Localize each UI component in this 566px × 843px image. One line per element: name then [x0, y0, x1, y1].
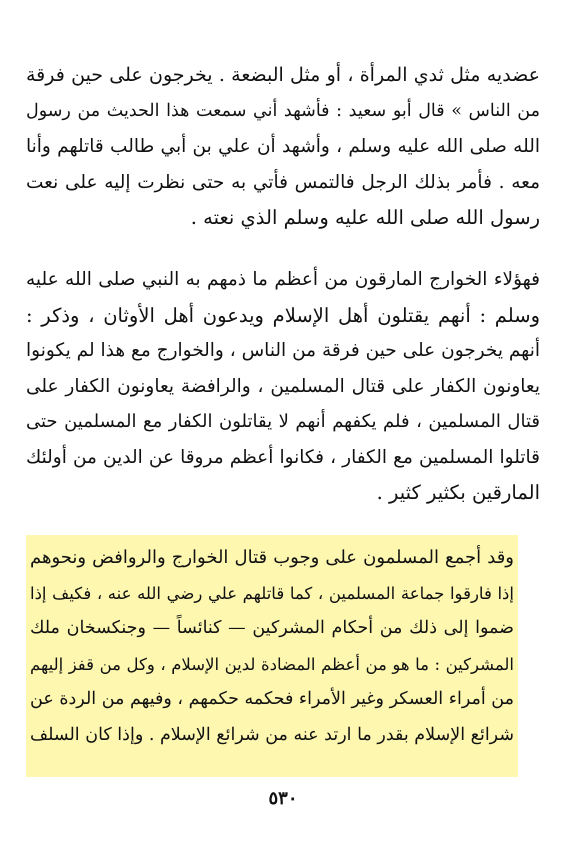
text-line: قاتلوا المسلمين مع الكفار ، فكانوا أعظم مروقا عن الدين من أولئك — [26, 446, 540, 468]
text-line: المارقين بكثير كثير . — [376, 481, 540, 504]
text-line: وسلم : أنهم يقتلون أهل الإسلام ويدعون أهل الأوثان ، وذكر : — [26, 303, 540, 327]
text-line: قتال المسلمين ، فلم يكفهم أنهم لا يقاتلون الكفار مع المسلمين حتى — [26, 411, 540, 432]
paragraph-3-highlighted — [30, 540, 514, 753]
text-line: ضموا إلى ذلك من أحكام المشركين — كنائساً — وجنكسخان ملك — [30, 618, 514, 638]
page-number: ٥٣٠ — [268, 788, 298, 809]
text-line: شرائع الإسلام بقدر ما ارتد عنه من شرائع الإسلام . وإذا كان السلف — [30, 724, 514, 745]
text-line: من الناس » قال أبو سعيد : فأشهد أني سمعت هذا الحديث من رسول — [26, 100, 540, 121]
text-line: يعاونون الكفار على قتال المسلمين ، والرافضة يعاونون الكفار على — [26, 375, 540, 397]
text-line: الله صلى الله عليه وسلم ، وأشهد أن علي بن أبي طالب قاتلهم وأنا — [26, 136, 540, 157]
text-line: فهؤلاء الخوارج المارقون من أعظم ما ذمهم به النبي صلى الله عليه — [26, 269, 540, 290]
paragraph-1 — [26, 58, 540, 236]
text-line: رسول الله صلى الله عليه وسلم الذي نعته . — [190, 206, 540, 229]
text-line: من أمراء العسكر وغير الأمراء فحكمه حكمهم ، وفيهم من الردة عن — [30, 689, 514, 709]
text-line: أنهم يخرجون على حين فرقة من الناس ، والخوارج مع هذا لم يكونوا — [26, 340, 540, 361]
text-line: عضديه مثل ثدي المرأة ، أو مثل البضعة . يخرجون على حين فرقة — [26, 64, 540, 86]
text-line: وقد أجمع المسلمون على وجوب قتال الخوارج والروافض ونحوهم — [30, 547, 514, 568]
paragraph-2 — [26, 262, 540, 511]
text-line: معه . فأمر بذلك الرجل فالتمس فأتي به حتى نظرت إليه على نعت — [26, 171, 540, 193]
text-line: المشركين : ما هو من أعظم المضادة لدين الإسلام ، وكل من قفز إليهم — [30, 654, 514, 674]
text-line: إذا فارقوا جماعة المسلمين ، كما قاتلهم علي رضي الله عنه ، فكيف إذا — [30, 583, 514, 603]
